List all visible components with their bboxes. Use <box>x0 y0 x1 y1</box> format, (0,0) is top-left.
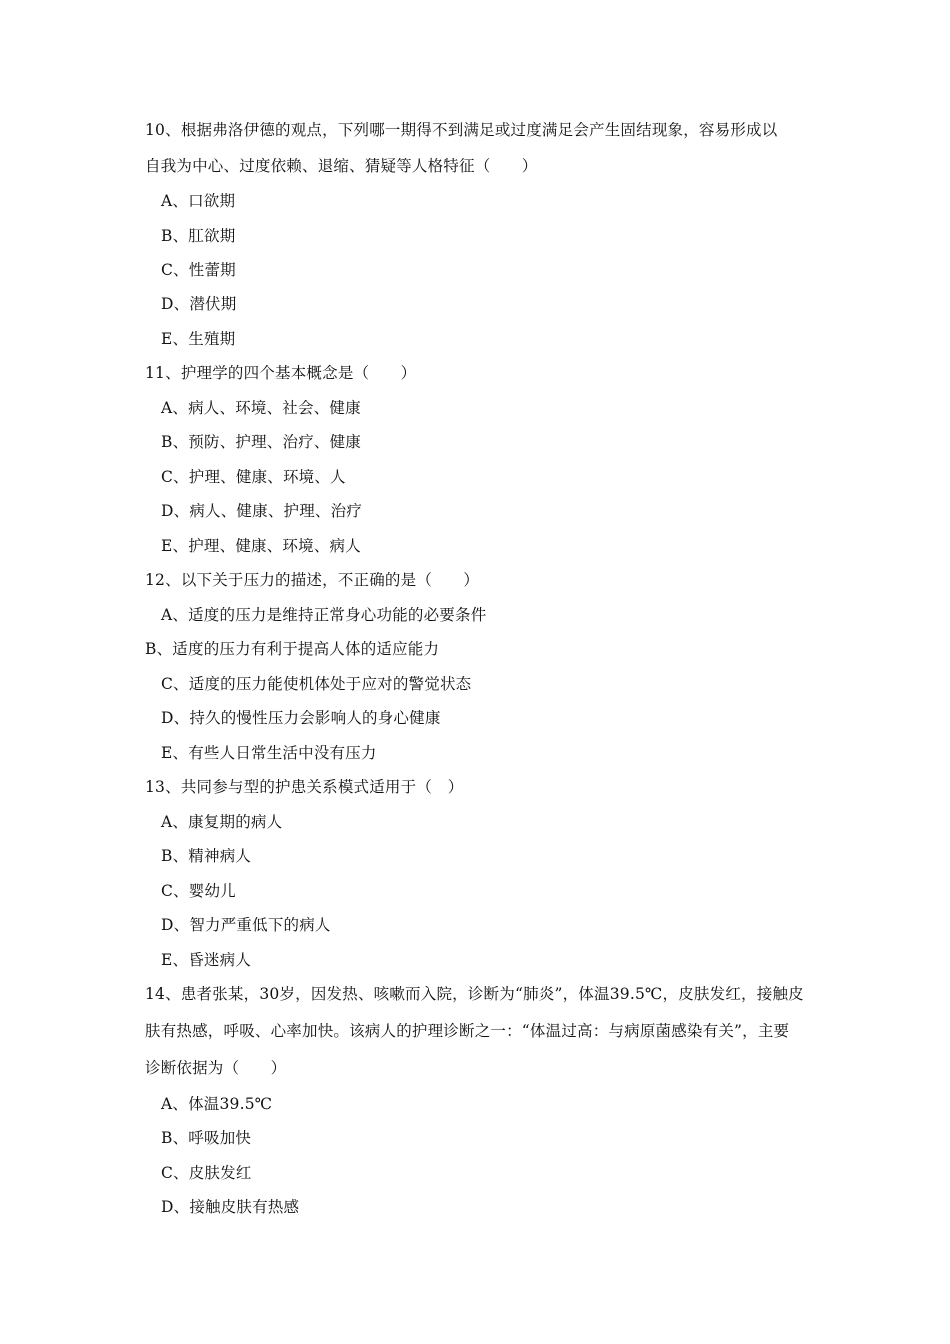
question-11-option-c: C、护理、健康、环境、人 <box>161 468 346 486</box>
question-10-stem-line-1: 10、根据弗洛伊德的观点，下列哪一期得不到满足或过度满足会产生固结现象，容易形成以 <box>145 121 778 139</box>
question-11-option-e: E、护理、健康、环境、病人 <box>161 537 361 555</box>
question-14-option-a: A、体温39.5℃ <box>161 1095 273 1113</box>
question-11-option-b: B、预防、护理、治疗、健康 <box>161 433 361 451</box>
question-11-option-a: A、病人、环境、社会、健康 <box>161 399 361 417</box>
question-12-stem: 12、以下关于压力的描述，不正确的是（ ） <box>145 571 480 589</box>
question-13-option-e: E、昏迷病人 <box>161 951 252 969</box>
question-12-option-d: D、持久的慢性压力会影响人的身心健康 <box>161 709 441 727</box>
question-11-stem: 11、护理学的四个基本概念是（ ） <box>145 364 417 382</box>
question-14-stem-line-2: 肤有热感，呼吸、心率加快。该病人的护理诊断之一：“体温过高：与病原菌感染有关”，主要 <box>145 1022 790 1040</box>
question-12-option-b: B、适度的压力有利于提高人体的适应能力 <box>145 640 440 658</box>
question-10-stem-line-2: 自我为中心、过度依赖、退缩、猜疑等人格特征（ ） <box>145 157 538 175</box>
question-12-option-e: E、有些人日常生活中没有压力 <box>161 744 377 762</box>
question-10-option-d: D、潜伏期 <box>161 295 237 313</box>
question-13-option-d: D、智力严重低下的病人 <box>161 916 331 934</box>
question-12-option-c: C、适度的压力能使机体处于应对的警觉状态 <box>161 675 472 693</box>
question-12-option-a: A、适度的压力是维持正常身心功能的必要条件 <box>161 606 487 624</box>
question-10-option-b: B、肛欲期 <box>161 227 236 245</box>
question-13-option-b: B、精神病人 <box>161 847 252 865</box>
question-14-stem-line-1: 14、患者张某，30岁，因发热、咳嗽而入院，诊断为“肺炎”，体温39.5℃，皮肤发红，接触皮 <box>145 985 804 1003</box>
question-10-option-a: A、口欲期 <box>161 192 236 210</box>
question-14-option-b: B、呼吸加快 <box>161 1129 252 1147</box>
question-11-option-d: D、病人、健康、护理、治疗 <box>161 502 363 520</box>
question-13-option-a: A、康复期的病人 <box>161 813 283 831</box>
question-10-option-c: C、性蕾期 <box>161 261 236 279</box>
question-14-option-d: D、接触皮肤有热感 <box>161 1198 300 1216</box>
question-10-option-e: E、生殖期 <box>161 330 236 348</box>
question-13-option-c: C、婴幼儿 <box>161 882 236 900</box>
question-14-stem-line-3: 诊断依据为（ ） <box>145 1059 287 1077</box>
question-14-option-c: C、皮肤发红 <box>161 1164 252 1182</box>
question-13-stem: 13、共同参与型的护患关系模式适用于（ ） <box>145 778 464 796</box>
